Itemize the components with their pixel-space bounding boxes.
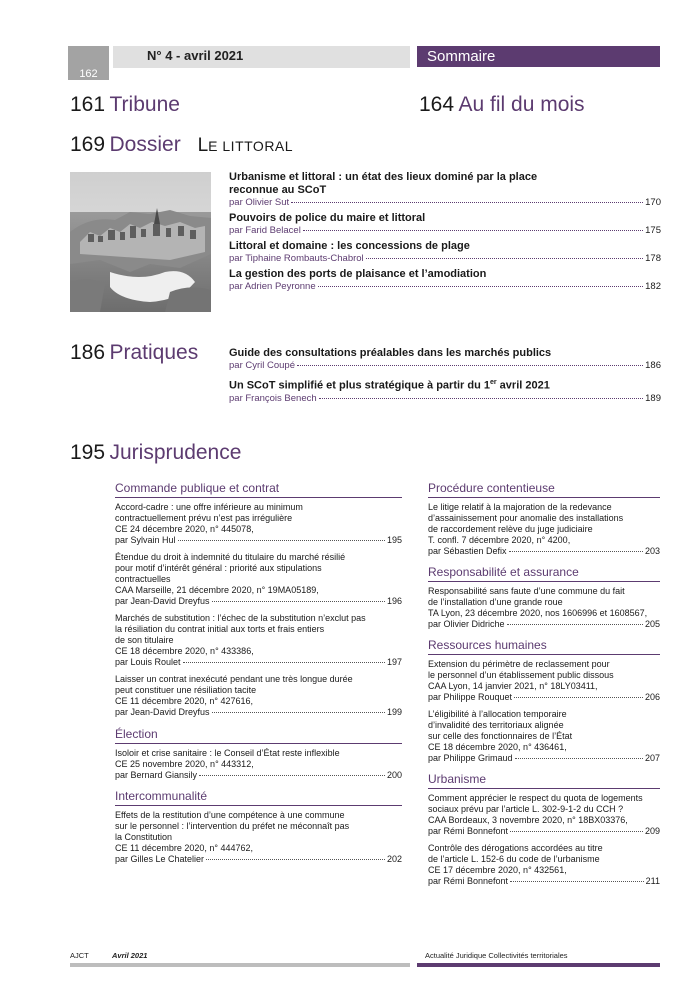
entry-summary [115,613,402,646]
juris-entry[interactable] [115,552,402,606]
leader-dots [297,364,643,366]
leader-dots [183,662,385,663]
entry-author: par Rémi Bonnefont [428,826,509,836]
entry-page: 206 [644,692,660,702]
page-number-box [68,46,109,80]
article-author-line [229,253,661,264]
article-title: Littoral et domaine : les concessions de plage [229,240,470,252]
section-tribune[interactable] [70,93,180,117]
pratiques-article[interactable] [229,376,661,404]
article-author: par Olivier Sut [229,197,290,208]
entry-summary-line: Isoloir et crise sanitaire : le Conseil d’État reste inflexible [115,748,340,758]
entry-summary [428,502,660,535]
entry-summary-line: Effets de la restitution d’une compétence à une commune [115,810,345,820]
jurisprudence-right-column [428,481,660,886]
entry-summary-line: Marchés de substitution : l’échec de la substitution n’exclut pas [115,613,366,623]
entry-author-line [115,707,402,717]
entry-summary-line: Étendue du droit à indemnité du titulaire du marché résilié [115,552,346,562]
section-number: 186 [70,341,106,364]
entry-reference: CE 11 décembre 2020, n° 427616, [115,696,254,706]
section-title: Jurisprudence [109,441,242,464]
category-responsabilite [428,565,660,629]
entry-summary-line: L’éligibilité à l’allocation temporaire [428,709,567,719]
article-title: Urbanisme et littoral : un état des lieux dominé par la place [229,171,538,183]
section-title: Tribune [109,93,180,116]
entry-summary-line: Extension du périmètre de reclassement pour [428,659,610,669]
juris-entry[interactable] [428,586,660,629]
leader-dots [507,624,643,625]
article-author-line [229,225,661,236]
article-page: 175 [645,225,661,236]
entry-author-line [428,619,660,629]
entry-reference: CE 17 décembre 2020, n° 432561, [428,865,567,875]
category-rule [428,654,660,655]
entry-summary-line: la résiliation du contrat initial aux torts et frais entiers [115,624,325,634]
issue-label: N° 4 - avril 2021 [147,48,244,63]
entry-summary [115,748,402,759]
category-commande-publique [115,481,402,717]
section-jurisprudence[interactable] [70,441,241,465]
section-title: Au fil du mois [458,93,585,116]
entry-reference: CAA Marseille, 21 décembre 2020, n° 19MA05189, [115,585,319,595]
juris-entry[interactable] [428,793,660,836]
category-rule [428,788,660,789]
entry-summary-line: sociaux prévu par l’article L. 302-9-1-2 du CCH ? [428,804,624,814]
leader-dots [509,551,643,552]
entry-summary-line: contractuellement prévu n’est pas irrégulière [115,513,293,523]
entry-author: par Olivier Didriche [428,619,505,629]
article-title-cont: reconnue au SCoT [229,184,327,196]
entry-reference: CE 18 décembre 2020, n° 433386, [115,646,254,656]
article-author: par Adrien Peyronne [229,281,316,292]
page-number: 162 [79,68,98,80]
entry-reference: TA Lyon, 23 décembre 2020, nos 1606996 et 1608567, [428,608,648,618]
category-rule [115,805,402,806]
section-number: 164 [419,93,455,116]
entry-summary-line: d’invalidité des territoriaux alignée [428,720,564,730]
article-title: Pouvoirs de police du maire et littoral [229,212,426,224]
juris-entry[interactable] [115,674,402,717]
entry-author: par Sébastien Defix [428,546,507,556]
entry-summary-line: Laisser un contrat inexécuté pendant une très longue durée [115,674,353,684]
entry-summary-line: de l’installation d’une grande roue [428,597,563,607]
entry-reference: CE 24 décembre 2020, n° 445078, [115,524,254,534]
entry-summary [115,552,402,585]
leader-dots [212,601,385,602]
footer-journal-title: Actualité Juridique Collectivités territoriales [425,951,568,960]
article-author-line [229,281,661,292]
entry-author: par Rémi Bonnefont [428,876,509,886]
entry-page: 202 [386,854,402,864]
category-urbanisme [428,772,660,886]
entry-summary [428,843,660,865]
entry-summary [115,810,402,843]
entry-summary [428,709,660,742]
entry-summary [428,586,660,608]
entry-author: par Louis Roulet [115,657,181,667]
entry-summary-line: de raccordement relève du juge judiciaire [428,524,593,534]
entry-reference: CE 18 décembre 2020, n° 436461, [428,742,567,752]
article-title-part: Un SCoT simplifié et plus stratégique à partir du 1 [229,379,490,392]
dossier-subtitle: E LITTORAL [208,138,294,154]
juris-entry[interactable] [428,843,660,886]
entry-author-line [428,546,660,556]
entry-summary [428,793,660,815]
juris-entry[interactable] [428,502,660,556]
entry-summary-line: la Constitution [115,832,173,842]
entry-author: par Jean-David Dreyfus [115,707,210,717]
leader-dots [510,881,644,882]
dossier-article[interactable] [229,212,661,236]
entry-summary-line: de son titulaire [115,635,174,645]
leader-dots [510,831,643,832]
entry-summary-line: sur celle des fonctionnaires de l’État [428,731,573,741]
sommaire-header: Sommaire [417,46,660,67]
category-title: Intercommunalité [115,789,208,803]
category-title: Élection [115,727,158,741]
dossier-subtitle-initial: L [197,135,209,156]
entry-author-line [428,692,660,702]
section-pratiques[interactable] [70,341,198,365]
entry-reference: CE 25 novembre 2020, n° 443312, [115,759,254,769]
category-title: Responsabilité et assurance [428,565,579,579]
category-rule [115,743,402,744]
entry-author: par Gilles Le Chatelier [115,854,205,864]
entry-page: 207 [644,753,660,763]
footer-right-bar [417,963,660,967]
entry-author: par Philippe Rouquet [428,692,513,702]
entry-summary-line: Comment apprécier le respect du quota de logements [428,793,643,803]
entry-page: 211 [645,876,660,886]
entry-author: par Philippe Grimaud [428,753,513,763]
category-intercommunalite [115,789,402,864]
section-title: Pratiques [109,341,199,364]
article-author: par Tiphaine Rombauts-Chabrol [229,253,364,264]
entry-page: 196 [386,596,402,606]
article-page: 186 [645,360,661,371]
category-rule [115,497,402,498]
entry-author-line [115,854,402,864]
category-title: Commande publique et contrat [115,481,280,495]
entry-summary-line: peut constituer une résiliation tacite [115,685,257,695]
article-author: par Farid Belacel [229,225,301,236]
entry-page: 195 [386,535,402,545]
juris-entry[interactable] [115,748,402,780]
dossier-article[interactable] [229,240,661,264]
entry-author-line [115,770,402,780]
entry-page: 209 [644,826,660,836]
entry-summary-line: d’assainissement pour anomalie des installations [428,513,624,523]
entry-summary-line: Responsabilité sans faute d’une commune du fait [428,586,625,596]
section-number: 195 [70,441,106,464]
article-title-part: avril 2021 [496,379,550,392]
footer-left-bar [70,963,410,967]
entry-reference: CE 11 décembre 2020, n° 444762, [115,843,254,853]
article-title-sup: er [490,379,497,386]
juris-entry[interactable] [115,502,402,545]
article-title: La gestion des ports de plaisance et l’amodiation [229,268,487,280]
article-title: Guide des consultations préalables dans les marchés publics [229,347,552,359]
entry-author: par Sylvain Hul [115,535,176,545]
dossier-article-list [229,171,661,292]
entry-author: par Bernard Giansily [115,770,198,780]
entry-summary-line: pour motif d’intérêt général : priorité aux stipulations [115,563,322,573]
leader-dots [366,257,643,259]
category-ressources-humaines [428,638,660,763]
juris-entry[interactable] [428,709,660,763]
category-title: Procédure contentieuse [428,481,555,495]
entry-summary [115,502,402,524]
category-title: Urbanisme [428,772,487,786]
entry-author: par Jean-David Dreyfus [115,596,210,606]
pratiques-article-list [229,347,661,404]
leader-dots [199,775,385,776]
entry-author-line [115,657,402,667]
juris-entry[interactable] [115,810,402,864]
leader-dots [212,712,385,713]
entry-summary-line: Accord-cadre : une offre inférieure au minimum [115,502,303,512]
littoral-photo [70,172,211,312]
category-election [115,727,402,780]
leader-dots [319,397,643,399]
section-dossier[interactable] [70,133,293,157]
entry-author-line [428,826,660,836]
entry-author-line [428,876,660,886]
dossier-article[interactable] [229,171,661,208]
section-number: 169 [70,133,106,156]
section-fil-du-mois[interactable] [419,93,585,117]
leader-dots [291,201,643,203]
entry-reference: CAA Lyon, 14 janvier 2021, n° 18LY03411, [428,681,598,691]
entry-summary-line: contractuelles [115,574,171,584]
entry-summary-line: Contrôle des dérogations accordées au titre [428,843,603,853]
article-author-line [229,360,661,371]
entry-summary-line: sur le personnel : l’intervention du préfet ne méconnaît pas [115,821,350,831]
entry-author-line [115,596,402,606]
section-title: Dossier [109,133,181,156]
article-page: 189 [645,392,661,404]
category-rule [428,581,660,582]
entry-summary-line: le personnel d’un établissement public dissous [428,670,614,680]
entry-page: 199 [386,707,402,717]
section-number: 161 [70,93,106,116]
juris-entry[interactable] [115,613,402,667]
article-author: par François Benech [229,392,317,404]
category-procedure-contentieuse [428,481,660,556]
article-author-line [229,393,661,404]
category-rule [428,497,660,498]
article-title [229,376,661,393]
entry-author-line [115,535,402,545]
entry-summary-line: de l’article L. 152-6 du code de l’urbanisme [428,854,600,864]
article-author: par Cyril Coupé [229,360,295,371]
juris-entry[interactable] [428,659,660,702]
leader-dots [515,758,643,759]
jurisprudence-left-column [115,481,402,864]
article-author-line [229,197,661,208]
entry-summary-line: Le litige relatif à la majoration de la redevance [428,502,612,512]
pratiques-article[interactable] [229,347,661,371]
entry-page: 197 [386,657,402,667]
entry-author-line [428,753,660,763]
entry-page: 203 [644,546,660,556]
entry-page: 200 [386,770,402,780]
article-page: 170 [645,197,661,208]
entry-page: 205 [644,619,660,629]
leader-dots [206,859,385,860]
footer-journal-code: AJCT [70,951,89,960]
entry-summary [115,674,402,696]
entry-summary [428,659,660,681]
category-title: Ressources humaines [428,638,547,652]
leader-dots [514,697,643,698]
leader-dots [318,285,644,287]
leader-dots [178,540,385,541]
entry-reference: CAA Bordeaux, 3 novembre 2020, n° 18BX03376, [428,815,628,825]
footer-date: Avril 2021 [112,951,148,960]
dossier-article[interactable] [229,268,661,292]
article-page: 182 [645,281,661,292]
leader-dots [303,229,643,231]
article-page: 178 [645,253,661,264]
entry-reference: T. confl. 7 décembre 2020, n° 4200, [428,535,571,545]
